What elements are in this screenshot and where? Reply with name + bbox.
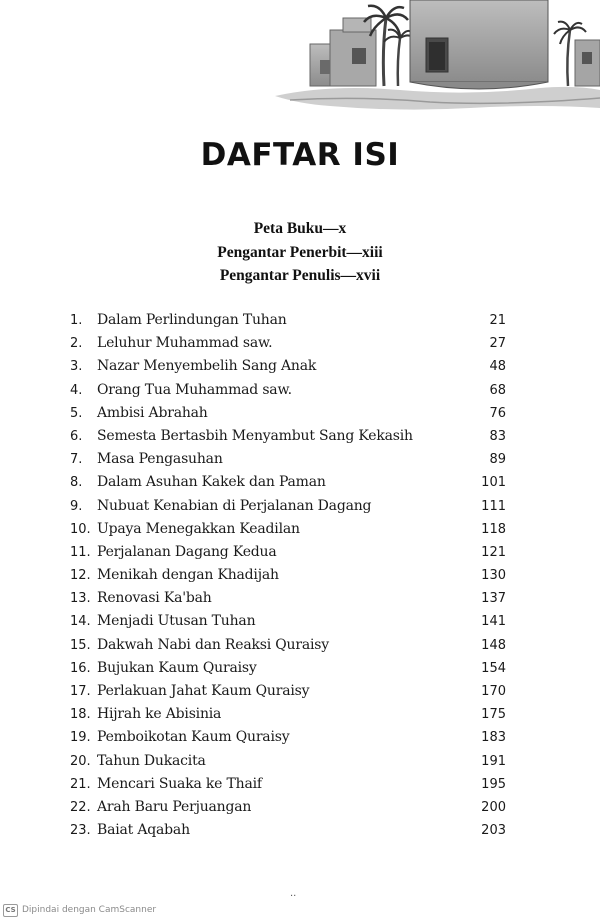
page-number: 141	[481, 614, 506, 630]
chapter-number: 14.	[70, 614, 91, 630]
page-number: 83	[489, 428, 506, 444]
chapter-title: Baiat Aqabah	[97, 822, 190, 839]
chapter-number: 17.	[70, 684, 91, 699]
page-number: 200	[481, 799, 506, 815]
toc-entry	[70, 355, 506, 378]
header-illustration	[0, 0, 600, 115]
chapter-title: Arah Baru Perjuangan	[97, 798, 252, 815]
page-number: 68	[489, 382, 506, 398]
chapter-title: Mencari Suaka ke Thaif	[97, 775, 262, 792]
chapter-number: 16.	[70, 660, 91, 676]
page-number: 191	[481, 753, 506, 769]
chapter-number: 15.	[70, 637, 91, 653]
toc-entry	[70, 703, 506, 726]
chapter-title: Masa Pengasuhan	[97, 451, 223, 468]
chapter-number: 3.	[70, 359, 83, 375]
chapter-title: Renovasi Ka'bah	[97, 590, 212, 607]
page-number: 175	[481, 707, 506, 723]
chapter-number: 11.	[70, 544, 91, 560]
chapter-title: Perjalanan Dagang Kedua	[97, 543, 277, 560]
chapter-title: Menjadi Utusan Tuhan	[97, 613, 256, 630]
toc-entry	[70, 541, 506, 564]
page-number: 130	[481, 568, 506, 584]
chapter-number: 20.	[70, 753, 91, 769]
toc-entry	[70, 332, 506, 355]
camscanner-logo-icon: CS	[3, 904, 18, 917]
chapter-number: 23.	[70, 823, 91, 839]
chapter-number: 7.	[70, 452, 83, 468]
page-number: 48	[489, 359, 506, 375]
front-matter-item-publisher-foreword: Pengantar Penerbit—xiii	[217, 243, 383, 261]
page-number: 203	[481, 823, 506, 839]
chapter-title: Bujukan Kaum Quraisy	[97, 659, 257, 676]
toc-entry	[70, 610, 506, 633]
chapter-number: 4.	[70, 382, 83, 398]
front-matter-item-map: Peta Buku—x	[253, 220, 347, 237]
page-number: 76	[489, 405, 506, 421]
page-number: 154	[481, 660, 506, 676]
toc-entry	[70, 796, 506, 819]
toc-entry	[70, 750, 506, 773]
toc-entry	[70, 379, 506, 402]
page-number: 137	[481, 591, 506, 607]
toc-entry	[70, 819, 506, 842]
table-of-contents	[70, 309, 506, 842]
chapter-number: 10.	[70, 521, 91, 537]
chapter-number: 19.	[70, 730, 91, 746]
chapter-number: 2.	[70, 336, 83, 352]
toc-entry	[70, 495, 506, 518]
chapter-title: Upaya Menegakkan Keadilan	[97, 520, 300, 537]
chapter-title: Menikah dengan Khadijah	[97, 567, 279, 584]
page-number: 148	[481, 637, 506, 653]
page-number: 27	[489, 336, 506, 352]
scanner-watermark	[3, 903, 156, 917]
chapter-title: Semesta Bertasbih Menyambut Sang Kekasih	[97, 427, 413, 444]
chapter-title: Dakwah Nabi dan Reaksi Quraisy	[97, 636, 329, 653]
chapter-number: 6.	[70, 428, 83, 444]
page-number: 118	[481, 521, 506, 537]
front-matter	[0, 217, 600, 288]
page-number: 89	[489, 452, 506, 468]
toc-entry	[70, 680, 506, 703]
chapter-number: 8.	[70, 475, 83, 491]
page-number: 111	[481, 498, 506, 514]
scanner-watermark-text: Dipindai dengan CamScanner	[22, 905, 157, 915]
page-number: 195	[481, 776, 506, 792]
toc-entry	[70, 564, 506, 587]
page-number: 170	[481, 684, 506, 699]
toc-entry	[70, 448, 506, 471]
chapter-title: Tahun Dukacita	[97, 752, 206, 769]
page-number: 183	[481, 730, 506, 746]
chapter-number: 5.	[70, 405, 83, 421]
chapter-title: Hijrah ke Abisinia	[97, 706, 222, 723]
chapter-number: 22.	[70, 799, 91, 815]
toc-entry	[70, 587, 506, 610]
toc-entry	[70, 425, 506, 448]
chapter-title: Ambisi Abrahah	[97, 404, 208, 421]
toc-entry	[70, 773, 506, 796]
toc-entry	[70, 309, 506, 332]
toc-entry	[70, 518, 506, 541]
chapter-title: Dalam Asuhan Kakek dan Paman	[97, 474, 326, 491]
chapter-number: 9.	[70, 498, 83, 514]
chapter-title: Leluhur Muhammad saw.	[97, 335, 273, 352]
page-number: 21	[489, 313, 506, 328]
chapter-title: Nubuat Kenabian di Perjalanan Dagang	[97, 497, 372, 514]
chapter-title: Nazar Menyembelih Sang Anak	[97, 358, 317, 375]
chapter-number: 13.	[70, 591, 91, 607]
toc-entry	[70, 634, 506, 657]
chapter-title: Perlakuan Jahat Kaum Quraisy	[97, 683, 310, 699]
chapter-title: Pemboikotan Kaum Quraisy	[97, 729, 290, 746]
toc-entry	[70, 726, 506, 749]
chapter-number: 12.	[70, 568, 91, 584]
chapter-number: 18.	[70, 707, 91, 723]
page-number: 121	[481, 544, 506, 560]
footer-mark: ..	[290, 888, 297, 899]
toc-entry	[70, 471, 506, 494]
front-matter-item-author-foreword: Pengantar Penulis—xvii	[219, 267, 381, 284]
chapter-title: Dalam Perlindungan Tuhan	[97, 312, 287, 328]
chapter-number: 21.	[70, 776, 91, 792]
chapter-number: 1.	[70, 313, 83, 328]
chapter-title: Orang Tua Muhammad saw.	[97, 381, 292, 398]
page-title: DAFTAR ISI	[200, 137, 400, 173]
toc-entry	[70, 657, 506, 680]
toc-entry	[70, 402, 506, 425]
page-number: 101	[481, 475, 506, 491]
